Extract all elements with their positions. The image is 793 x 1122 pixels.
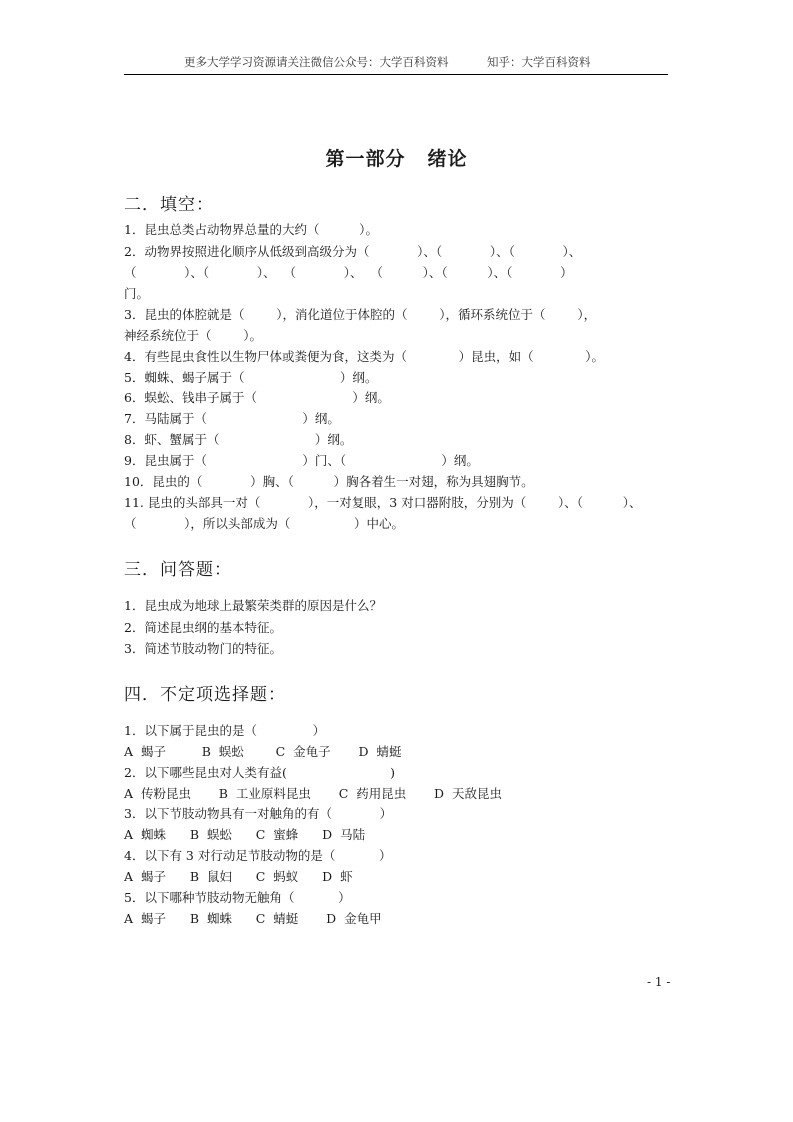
- mc-question: 2．以下哪些昆虫对人类有益( ): [124, 765, 396, 780]
- mc-question: 3．以下节肢动物具有一对触角的有（ ）: [124, 806, 393, 821]
- qa-question: 2．简述昆虫纲的基本特征。: [124, 620, 282, 635]
- mc-options: A 蝎子 B 蜘蛛 C 蜻蜓 D 金龟甲: [124, 911, 382, 926]
- fill-blank-line: 6．蜈蚣、钱串子属于（ ）纲。: [124, 390, 390, 405]
- fill-blank-line: 3．昆虫的体腔就是（ ），消化道位于体腔的（ ），循环系统位于（ ），: [124, 307, 597, 322]
- title-name: 绪论: [427, 148, 468, 170]
- mc-options: A 蝎子 B 蜈蚣 C 金龟子 D 蜻蜓: [124, 744, 402, 759]
- mc-options: A 蜘蛛 B 蜈蚣 C 蜜蜂 D 马陆: [124, 827, 366, 842]
- mc-question: 5．以下哪种节肢动物无触角（ ）: [124, 890, 351, 905]
- section-heading-multi-choice: 四．不定项选择题：: [124, 685, 286, 705]
- fill-blank-line: 2．动物界按照进化顺序从低级到高级分为（ ）、（ ）、（ ）、: [124, 244, 582, 259]
- fill-blank-line: 7．马陆属于（ ）纲。: [124, 411, 340, 426]
- mc-options: A 蝎子 B 鼠妇 C 蚂蚁 D 虾: [124, 869, 353, 884]
- fill-blank-line: 4．有些昆虫食性以生物尸体或粪便为食，这类为（ ）昆虫，如（ ）。: [124, 349, 605, 364]
- fill-blank-line: 5．蜘蛛、蝎子属于（ ）纲。: [124, 370, 378, 385]
- title-part: 第一部分: [325, 148, 406, 170]
- fill-blank-line: 8．虾、蟹属于（ ）纲。: [124, 432, 353, 447]
- header-wechat-note: 更多大学学习资源请关注微信公众号：大学百科资料: [184, 55, 449, 69]
- page-number: - 1 -: [647, 975, 671, 989]
- section-heading-qa: 三．问答题：: [124, 560, 232, 580]
- section-heading-fill-blank: 二．填空：: [124, 195, 214, 215]
- mc-options: A 传粉昆虫 B 工业原料昆虫 C 药用昆虫 D 天敌昆虫: [124, 786, 503, 801]
- mc-question: 4．以下有 3 对行动足节肢动物的是（ ）: [124, 848, 392, 863]
- fill-blank-line: （ ），所以头部成为（ ）中心。: [124, 516, 405, 531]
- qa-question: 1．昆虫成为地球上最繁荣类群的原因是什么？: [124, 598, 382, 613]
- mc-question: 1．以下属于昆虫的是（ ）: [124, 723, 326, 738]
- qa-question: 3．简述节肢动物门的特征。: [124, 641, 282, 656]
- page-header: [124, 52, 668, 75]
- fill-blank-line: 11. 昆虫的头部具一对（ ），一对复眼，3 对口器附肢，分别为（ ）、（ ）、: [124, 495, 642, 510]
- page-title: [0, 144, 793, 171]
- fill-blank-line: 9．昆虫属于（ ）门、（ ）纲。: [124, 453, 479, 468]
- fill-blank-line: 1．昆虫总类占动物界总量的大约（ ）。: [124, 222, 378, 237]
- header-zhihu-note: 知乎：大学百科资料: [487, 55, 591, 69]
- fill-blank-line: 10．昆虫的（ ）胸、（ ）胸各着生一对翅，称为具翅胸节。: [124, 474, 534, 489]
- fill-blank-line: （ ）、（ ）、 （ ）、 （ ）、（ ）、（ ）: [124, 265, 573, 280]
- fill-blank-line: 门。: [124, 286, 150, 301]
- fill-blank-line: 神经系统位于（ ）。: [124, 328, 263, 343]
